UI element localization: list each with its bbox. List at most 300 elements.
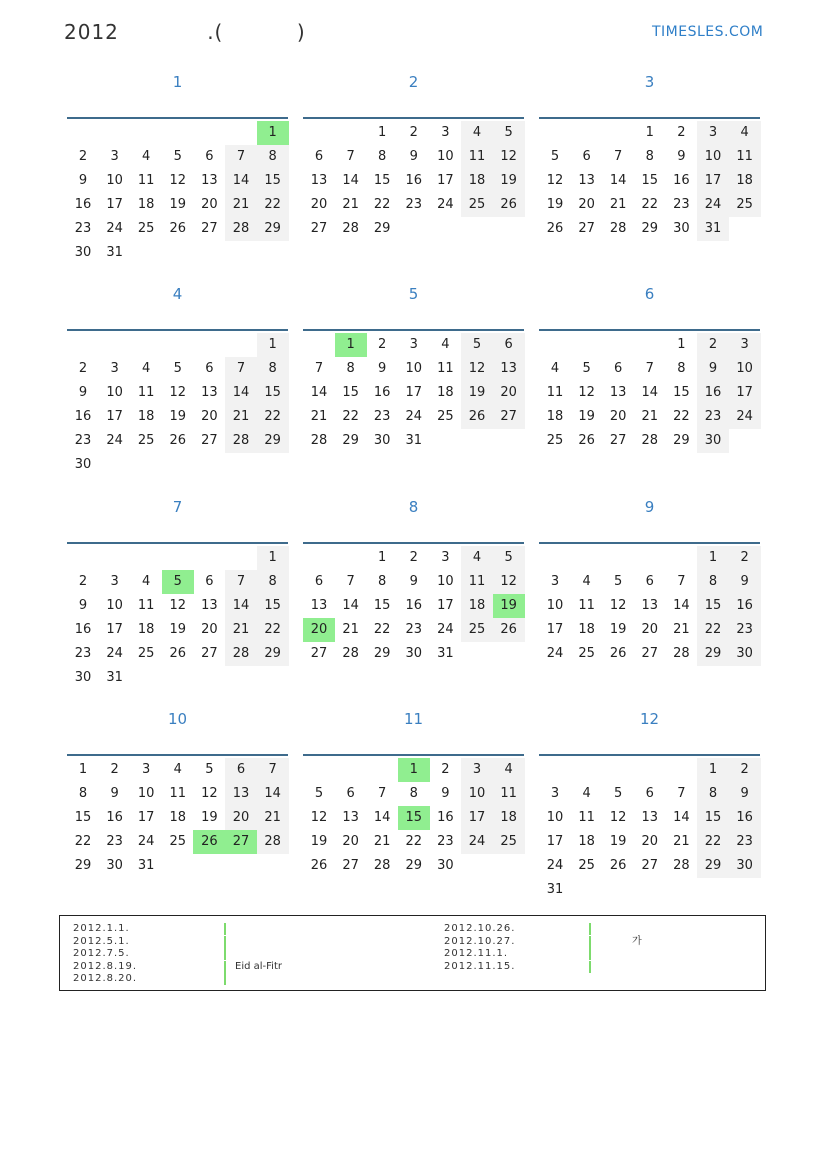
month-title: 6 [644, 285, 655, 303]
day-cell: 26 [461, 405, 493, 429]
day-cell: 22 [373, 197, 391, 212]
day-cell: 21 [641, 409, 659, 424]
holiday-day-cell: 26 [193, 830, 225, 854]
day-cell: 31 [106, 670, 123, 685]
day-cell: 23 [437, 834, 454, 849]
day-cell: 1 [645, 125, 654, 140]
day-cell: 25 [578, 858, 595, 873]
day-cell: 8 [378, 149, 387, 164]
month-1 [67, 72, 288, 260]
day-cell: 23 [74, 433, 92, 448]
day-cell: 28 [373, 858, 391, 873]
day-cell: 15 [257, 381, 289, 405]
day-cell: 3 [142, 762, 151, 777]
legend-date: 2012.11.15. [444, 960, 516, 972]
day-cell: 22 [697, 618, 729, 642]
day-cell: 16 [106, 810, 123, 825]
day-cell: 11 [578, 598, 595, 613]
day-cell: 10 [106, 598, 123, 613]
day-cell: 4 [582, 786, 591, 801]
brand-link[interactable]: TIMESLES.COM [652, 24, 764, 40]
legend-date: 2012.10.27. [444, 935, 516, 947]
day-cell: 6 [493, 333, 525, 357]
day-cell: 19 [201, 810, 218, 825]
day-cell: 7 [225, 357, 257, 381]
legend-date: 2012.1.1. [73, 923, 130, 934]
day-cell: 23 [673, 197, 690, 212]
day-cell: 20 [201, 197, 218, 212]
day-cell: 17 [729, 381, 761, 405]
day-cell: 23 [729, 830, 761, 854]
month-divider [303, 117, 524, 119]
day-cell: 11 [546, 385, 564, 400]
day-cell: 6 [205, 149, 214, 164]
day-cell: 9 [78, 173, 88, 188]
month-7 [67, 497, 288, 685]
day-cell: 12 [609, 810, 627, 825]
page-header-title: 2012 .( ) [64, 20, 306, 44]
day-cell: 18 [493, 806, 525, 830]
day-cell: 23 [106, 834, 123, 849]
day-cell: 18 [578, 622, 595, 637]
day-cell: 12 [169, 598, 187, 613]
day-cell: 28 [641, 433, 659, 448]
day-cell: 21 [342, 197, 359, 212]
day-cell: 6 [645, 786, 654, 801]
day-cell: 22 [405, 834, 423, 849]
day-cell: 14 [310, 385, 328, 400]
legend-date: 2012.10.26. [444, 923, 516, 934]
day-cell: 12 [546, 173, 564, 188]
day-cell: 11 [169, 786, 187, 801]
day-cell: 17 [437, 598, 454, 613]
day-cell: 27 [609, 433, 627, 448]
day-cell: 9 [441, 786, 450, 801]
day-cell: 26 [578, 433, 595, 448]
day-cell: 2 [110, 762, 119, 777]
legend-marker [224, 948, 226, 960]
day-cell: 16 [74, 409, 92, 424]
day-cell: 4 [142, 574, 151, 589]
day-cell: 2 [677, 125, 686, 140]
day-cell: 31 [437, 646, 454, 661]
day-cell: 12 [169, 385, 187, 400]
day-cell: 18 [169, 810, 187, 825]
day-cell: 18 [578, 834, 595, 849]
day-cell: 19 [546, 197, 564, 212]
day-cell: 22 [74, 834, 92, 849]
day-cell: 10 [106, 385, 123, 400]
day-cell: 26 [609, 858, 627, 873]
day-cell: 3 [461, 758, 493, 782]
day-cell: 24 [697, 193, 729, 217]
day-cell: 29 [673, 433, 690, 448]
day-cell: 4 [461, 121, 493, 145]
day-cell: 28 [225, 429, 257, 453]
day-cell: 6 [314, 574, 324, 589]
day-cell: 9 [378, 361, 387, 376]
day-cell: 10 [729, 357, 761, 381]
day-cell: 13 [310, 598, 328, 613]
day-cell: 4 [461, 546, 493, 570]
day-cell: 3 [110, 361, 119, 376]
day-cell: 15 [257, 594, 289, 618]
day-cell: 30 [729, 854, 761, 878]
day-cell: 16 [405, 173, 423, 188]
day-cell: 1 [697, 758, 729, 782]
day-cell: 15 [74, 810, 92, 825]
day-cell: 11 [493, 782, 525, 806]
day-cell: 17 [437, 173, 454, 188]
day-cell: 5 [582, 361, 591, 376]
day-cell: 7 [677, 574, 686, 589]
month-title: 11 [403, 710, 424, 728]
day-cell: 20 [641, 622, 659, 637]
day-cell: 7 [378, 786, 387, 801]
day-cell: 22 [373, 622, 391, 637]
day-cell: 16 [405, 598, 423, 613]
day-cell: 14 [673, 598, 690, 613]
day-cell: 8 [257, 570, 289, 594]
day-cell: 17 [137, 810, 155, 825]
day-cell: 14 [257, 782, 289, 806]
day-cell: 29 [697, 642, 729, 666]
day-cell: 3 [550, 574, 560, 589]
day-cell: 30 [697, 429, 729, 453]
day-cell: 25 [137, 646, 155, 661]
month-10 [67, 709, 288, 873]
day-cell: 30 [729, 642, 761, 666]
day-cell: 31 [697, 217, 729, 241]
day-cell: 11 [461, 570, 493, 594]
day-cell: 7 [225, 570, 257, 594]
day-cell: 19 [609, 834, 627, 849]
day-cell: 25 [437, 409, 454, 424]
day-cell: 21 [673, 622, 690, 637]
day-cell: 25 [169, 834, 187, 849]
day-cell: 25 [137, 221, 155, 236]
day-cell: 3 [409, 337, 418, 352]
day-cell: 10 [437, 574, 454, 589]
day-cell: 9 [409, 574, 418, 589]
day-cell: 4 [173, 762, 182, 777]
day-cell: 4 [441, 337, 450, 352]
day-cell: 14 [373, 810, 391, 825]
day-cell: 22 [673, 409, 690, 424]
day-cell: 22 [342, 409, 359, 424]
day-cell: 22 [257, 405, 289, 429]
day-cell: 20 [342, 834, 359, 849]
day-cell: 2 [378, 337, 387, 352]
day-cell: 16 [74, 197, 92, 212]
day-cell: 10 [137, 786, 155, 801]
day-cell: 11 [461, 145, 493, 169]
day-cell: 9 [78, 385, 88, 400]
day-cell: 17 [106, 409, 123, 424]
day-cell: 19 [169, 409, 187, 424]
day-cell: 31 [137, 858, 155, 873]
day-cell: 8 [257, 357, 289, 381]
day-cell: 7 [346, 149, 355, 164]
month-3 [539, 72, 760, 236]
day-cell: 17 [546, 834, 564, 849]
day-cell: 7 [225, 145, 257, 169]
day-cell: 2 [441, 762, 450, 777]
month-divider [539, 542, 760, 544]
day-cell: 29 [74, 858, 92, 873]
day-cell: 1 [78, 762, 88, 777]
day-cell: 27 [493, 405, 525, 429]
month-divider [67, 117, 288, 119]
day-cell: 15 [373, 598, 391, 613]
day-cell: 14 [225, 594, 257, 618]
day-cell: 21 [342, 622, 359, 637]
day-cell: 16 [729, 806, 761, 830]
day-cell: 13 [201, 173, 218, 188]
day-cell: 7 [614, 149, 623, 164]
day-cell: 18 [137, 197, 155, 212]
month-title: 3 [644, 73, 655, 91]
day-cell: 2 [697, 333, 729, 357]
day-cell: 18 [461, 594, 493, 618]
day-cell: 14 [673, 810, 690, 825]
day-cell: 16 [437, 810, 454, 825]
day-cell: 6 [645, 574, 654, 589]
day-cell: 25 [578, 646, 595, 661]
day-cell: 7 [346, 574, 355, 589]
day-cell: 16 [373, 385, 391, 400]
holiday-day-cell: 1 [398, 758, 430, 782]
day-cell: 24 [405, 409, 423, 424]
day-cell: 10 [697, 145, 729, 169]
day-cell: 10 [546, 810, 564, 825]
day-cell: 20 [201, 409, 218, 424]
day-cell: 12 [493, 570, 525, 594]
legend-marker [224, 936, 226, 948]
day-cell: 3 [441, 550, 450, 565]
legend-date: 2012.5.1. [73, 935, 130, 947]
day-cell: 22 [257, 193, 289, 217]
day-cell: 12 [169, 173, 187, 188]
day-cell: 19 [493, 169, 525, 193]
day-cell: 7 [257, 758, 289, 782]
day-cell: 28 [673, 858, 690, 873]
month-12 [539, 709, 760, 897]
day-cell: 29 [257, 217, 289, 241]
day-cell: 5 [493, 546, 525, 570]
day-cell: 28 [225, 642, 257, 666]
day-cell: 9 [729, 782, 761, 806]
day-cell: 23 [729, 618, 761, 642]
day-cell: 15 [257, 169, 289, 193]
day-cell: 23 [405, 197, 423, 212]
month-title: 10 [167, 710, 188, 728]
day-cell: 18 [437, 385, 454, 400]
day-cell: 5 [173, 149, 182, 164]
legend-date: 2012.8.19. [73, 960, 138, 972]
day-cell: 21 [257, 806, 289, 830]
day-cell: 2 [78, 361, 88, 376]
day-cell: 23 [74, 221, 92, 236]
day-cell: 15 [697, 594, 729, 618]
day-cell: 21 [609, 197, 627, 212]
day-cell: 24 [461, 830, 493, 854]
day-cell: 21 [225, 405, 257, 429]
day-cell: 22 [697, 830, 729, 854]
day-cell: 21 [373, 834, 391, 849]
day-cell: 8 [677, 361, 686, 376]
day-cell: 1 [378, 125, 387, 140]
day-cell: 4 [142, 361, 151, 376]
month-title: 4 [172, 285, 183, 303]
day-cell: 13 [310, 173, 328, 188]
day-cell: 6 [205, 361, 214, 376]
day-cell: 18 [137, 622, 155, 637]
day-cell: 26 [493, 618, 525, 642]
holiday-day-cell: 15 [398, 806, 430, 830]
day-cell: 27 [641, 646, 659, 661]
day-cell: 11 [137, 385, 155, 400]
day-cell: 29 [257, 429, 289, 453]
day-cell: 26 [169, 221, 187, 236]
holiday-day-cell: 20 [303, 618, 335, 642]
day-cell: 29 [257, 642, 289, 666]
day-cell: 30 [673, 221, 690, 236]
month-title: 1 [172, 73, 183, 91]
day-cell: 3 [110, 574, 119, 589]
day-cell: 17 [697, 169, 729, 193]
month-title: 9 [644, 498, 655, 516]
month-divider [303, 754, 524, 756]
day-cell: 12 [609, 598, 627, 613]
day-cell: 14 [342, 173, 359, 188]
day-cell: 24 [729, 405, 761, 429]
day-cell: 29 [373, 646, 391, 661]
day-cell: 5 [493, 121, 525, 145]
day-cell: 4 [729, 121, 761, 145]
day-cell: 15 [673, 385, 690, 400]
day-cell: 30 [405, 646, 423, 661]
day-cell: 10 [461, 782, 493, 806]
day-cell: 14 [342, 598, 359, 613]
day-cell: 28 [225, 217, 257, 241]
day-cell: 10 [405, 361, 423, 376]
day-cell: 13 [578, 173, 595, 188]
day-cell: 6 [205, 574, 214, 589]
day-cell: 20 [201, 622, 218, 637]
day-cell: 17 [546, 622, 564, 637]
day-cell: 26 [169, 646, 187, 661]
month-8 [303, 497, 524, 661]
day-cell: 14 [225, 381, 257, 405]
day-cell: 20 [493, 381, 525, 405]
day-cell: 15 [697, 806, 729, 830]
month-divider [67, 329, 288, 331]
legend-holiday-name: 가 [632, 935, 642, 947]
day-cell: 8 [78, 786, 88, 801]
day-cell: 23 [405, 622, 423, 637]
day-cell: 16 [697, 381, 729, 405]
day-cell: 3 [697, 121, 729, 145]
holiday-day-cell: 5 [162, 570, 194, 594]
day-cell: 14 [225, 169, 257, 193]
day-cell: 1 [677, 337, 686, 352]
day-cell: 12 [201, 786, 218, 801]
day-cell: 26 [169, 433, 187, 448]
day-cell: 16 [673, 173, 690, 188]
day-cell: 20 [609, 409, 627, 424]
day-cell: 9 [729, 570, 761, 594]
day-cell: 26 [310, 858, 328, 873]
day-cell: 3 [110, 149, 119, 164]
legend-date: 2012.8.20. [73, 973, 138, 984]
day-cell: 7 [677, 786, 686, 801]
day-cell: 28 [673, 646, 690, 661]
day-cell: 21 [673, 834, 690, 849]
day-cell: 30 [74, 245, 92, 260]
day-cell: 26 [546, 221, 564, 236]
day-cell: 28 [342, 221, 359, 236]
month-divider [303, 329, 524, 331]
day-cell: 30 [74, 670, 92, 685]
day-cell: 25 [493, 830, 525, 854]
holiday-legend [59, 915, 766, 991]
day-cell: 13 [609, 385, 627, 400]
day-cell: 29 [342, 433, 359, 448]
day-cell: 20 [641, 834, 659, 849]
day-cell: 17 [106, 622, 123, 637]
month-divider [539, 329, 760, 331]
day-cell: 21 [225, 618, 257, 642]
legend-marker [589, 961, 591, 973]
day-cell: 27 [201, 646, 218, 661]
day-cell: 8 [697, 782, 729, 806]
day-cell: 9 [677, 149, 686, 164]
day-cell: 31 [546, 882, 564, 897]
day-cell: 16 [74, 622, 92, 637]
day-cell: 1 [378, 550, 387, 565]
day-cell: 24 [546, 858, 564, 873]
day-cell: 28 [257, 830, 289, 854]
day-cell: 8 [378, 574, 387, 589]
day-cell: 13 [641, 810, 659, 825]
holiday-day-cell: 19 [493, 594, 525, 618]
day-cell: 11 [437, 361, 454, 376]
day-cell: 27 [201, 433, 218, 448]
day-cell: 24 [437, 197, 454, 212]
day-cell: 15 [641, 173, 659, 188]
month-title: 8 [408, 498, 419, 516]
day-cell: 31 [106, 245, 123, 260]
day-cell: 8 [257, 145, 289, 169]
day-cell: 26 [609, 646, 627, 661]
day-cell: 13 [201, 385, 218, 400]
day-cell: 17 [405, 385, 423, 400]
day-cell: 13 [342, 810, 359, 825]
day-cell: 29 [697, 854, 729, 878]
legend-marker [224, 923, 226, 935]
month-divider [303, 542, 524, 544]
day-cell: 24 [437, 622, 454, 637]
day-cell: 23 [74, 646, 92, 661]
month-divider [539, 754, 760, 756]
day-cell: 11 [578, 810, 595, 825]
day-cell: 1 [697, 546, 729, 570]
day-cell: 25 [137, 433, 155, 448]
day-cell: 23 [697, 405, 729, 429]
day-cell: 19 [609, 622, 627, 637]
legend-marker [589, 948, 591, 960]
